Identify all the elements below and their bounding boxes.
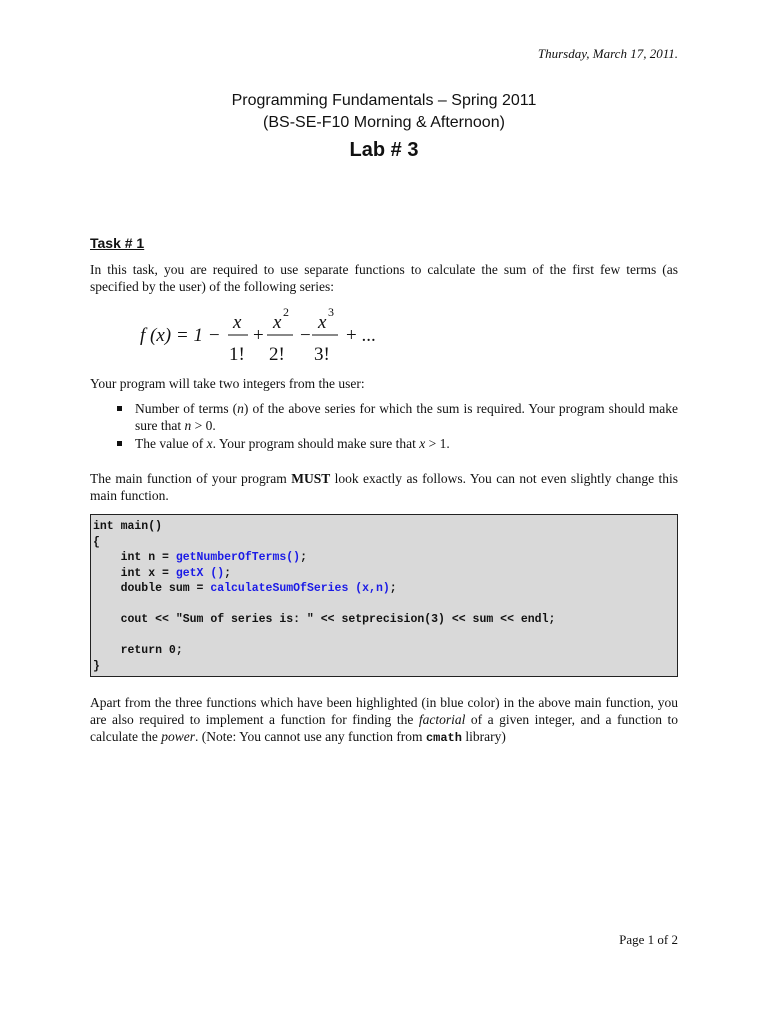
requirements-list xyxy=(90,400,678,452)
req1-var-n: n xyxy=(237,401,244,416)
formula-exp2: 2 xyxy=(283,305,289,319)
requirement-terms xyxy=(135,400,678,434)
req2-var-x: x xyxy=(206,436,213,451)
formula-num1: x xyxy=(233,312,242,333)
closing-power: power xyxy=(161,729,195,744)
task-intro: In this task, you are required to use separate functions to calculate the sum of the first few terms (as specified by the user) of the following series: xyxy=(90,262,678,294)
main-intro-a: The main function of your program xyxy=(90,471,292,486)
formula-den3: 3! xyxy=(314,344,330,365)
course-title: Programming Fundamentals – Spring 2011 xyxy=(231,92,537,109)
requirement-x xyxy=(135,435,678,452)
closing-cmath: cmath xyxy=(425,731,462,745)
closing-paragraph xyxy=(90,694,678,747)
code-fn-getNumberOfTerms: getNumberOfTerms() xyxy=(175,551,301,564)
code-line-blank-2 xyxy=(93,628,675,644)
main-intro-must: MUST xyxy=(291,471,331,486)
document-date: Thursday, March 17, 2011. xyxy=(537,46,678,61)
closing-a: Apart from the three functions which have been highlighted (in blue color) in the above main function, you are also required to implement a function for finding the xyxy=(90,695,678,727)
req1-text-b: ) of the above series for which the sum is required. Your program should make sure that xyxy=(135,401,678,433)
code-line-3: int n = getNumberOfTerms(); xyxy=(93,551,307,564)
input-intro: Your program will take two integers from the user: xyxy=(90,376,365,391)
closing-d: library) xyxy=(461,729,506,744)
formula-num3: x xyxy=(318,312,327,333)
formula-den1: 1! xyxy=(229,344,245,365)
formula-den2: 2! xyxy=(269,344,285,365)
code-line-5: double sum = calculateSumOfSeries (x,n); xyxy=(93,582,397,595)
formula-minus: − xyxy=(300,325,311,346)
series-formula xyxy=(140,301,678,365)
task-content xyxy=(90,235,678,747)
document-header xyxy=(0,90,768,164)
code-fn-getX: getX () xyxy=(175,566,225,580)
closing-factorial: factorial xyxy=(418,712,466,727)
code-line-2: { xyxy=(93,535,100,549)
main-function-code xyxy=(90,514,678,677)
closing-c: . (Note: You cannot use any function from xyxy=(194,729,426,744)
req2-text-b: . Your program should make sure that xyxy=(212,436,420,451)
formula-tail: + ... xyxy=(346,325,376,346)
req1-text-a: Number of terms ( xyxy=(135,401,238,416)
req2-text-a: The value of xyxy=(135,436,207,451)
code-line-4: int x = getX (); xyxy=(93,566,232,580)
code-line-8: } xyxy=(93,659,100,673)
req2-var-x2: x xyxy=(419,436,426,451)
series-formula-svg xyxy=(140,301,440,365)
closing-b: of a given integer, and a function to calculate the xyxy=(90,712,678,744)
task-title: Task # 1 xyxy=(90,235,145,251)
formula-plus1: + xyxy=(253,325,264,346)
formula-num2: x xyxy=(273,312,282,333)
page-number: Page 1 of 2 xyxy=(619,932,678,947)
course-section: (BS-SE-F10 Morning & Afternoon) xyxy=(263,114,505,131)
formula-exp3: 3 xyxy=(328,305,334,319)
formula-lhs: f (x) = 1 − xyxy=(140,325,221,346)
code-line-blank-1 xyxy=(93,597,675,613)
main-intro-b: look exactly as follows. You can not even slightly change this main function. xyxy=(90,471,679,503)
req2-text-d: > 1. xyxy=(425,436,450,451)
req1-var-n2: n xyxy=(184,418,192,433)
main-function-intro xyxy=(90,470,678,504)
code-fn-calculateSumOfSeries: calculateSumOfSeries (x,n) xyxy=(210,582,390,595)
code-line-1: int main() xyxy=(93,520,163,533)
lab-title: Lab # 3 xyxy=(349,139,419,161)
code-line-6: cout << "Sum of series is: " << setprecision(3) << sum << endl; xyxy=(93,613,556,626)
req1-text-d: > 0. xyxy=(191,418,216,433)
code-line-7: return 0; xyxy=(93,644,183,657)
